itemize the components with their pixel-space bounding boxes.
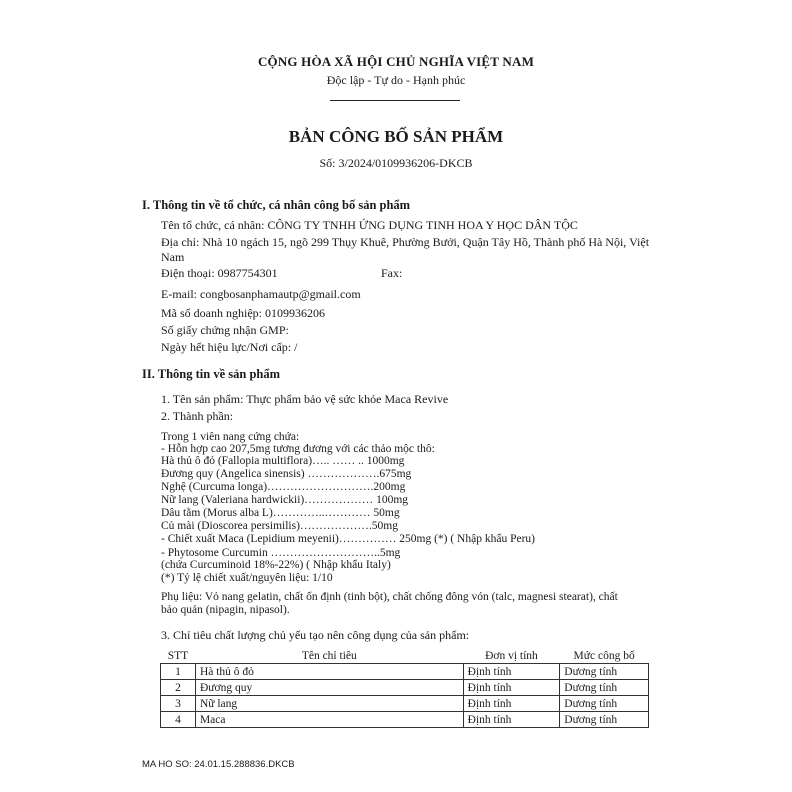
composition-line: (chứa Curcuminoid 18%-22%) ( Nhập khẩu Italy): [161, 559, 391, 571]
composition-line: - Chiết xuất Maca (Lepidium meyenii)…………… 250mg (*) ( Nhập khẩu Peru): [161, 533, 535, 545]
composition-line: Dâu tằm (Morus alba L)…………..………… 50mg: [161, 507, 400, 519]
email: E-mail: congbosanphamautp@gmail.com: [161, 287, 361, 301]
table-cell: Maca: [195, 712, 463, 728]
composition-line: Trong 1 viên nang cứng chứa:: [161, 431, 300, 443]
column-header: Mức công bố: [560, 648, 649, 664]
composition-line: - Phytosome Curcumin ………………………..5mg: [161, 547, 401, 559]
composition-line: Hà thủ ô đỏ (Fallopia multiflora)….. …… .. 1000mg: [161, 455, 405, 467]
table-cell: Dương tính: [560, 680, 649, 696]
country-header: CỘNG HÒA XÃ HỘI CHỦ NGHĨA VIỆT NAM: [257, 54, 535, 69]
record-code-footer: MA HO SO: 24.01.15.288836.DKCB: [142, 759, 295, 770]
table-cell: Định tính: [463, 664, 560, 680]
column-header: Tên chỉ tiêu: [195, 648, 463, 664]
composition-line: Đương quy (Angelica sinensis) ……………….675mg: [161, 468, 412, 480]
phone: Điện thoại: 0987754301: [161, 266, 278, 280]
table-cell: 4: [161, 712, 196, 728]
table-row: [161, 680, 649, 696]
table-cell: 3: [161, 696, 196, 712]
table-cell: Định tính: [463, 712, 560, 728]
section2-heading: II. Thông tin về sản phẩm: [142, 367, 281, 381]
table-row: [161, 664, 649, 680]
table-cell: 2: [161, 680, 196, 696]
header-divider: [330, 100, 460, 101]
section1-heading: I. Thông tin về tổ chức, cá nhân công bố sản phẩm: [142, 198, 411, 212]
table-cell: Định tính: [463, 680, 560, 696]
composition-line: Nữ lang (Valeriana hardwickii)……………… 100mg: [161, 494, 409, 506]
excipients: Phụ liệu: Vỏ nang gelatin, chất ổn định (tinh bột), chất chống đông vón (talc, magnesi stearat), chất bảo quản (nipagin, nipasol).: [161, 591, 618, 616]
business-code: Mã số doanh nghiệp: 0109936206: [161, 306, 325, 320]
column-header: STT: [161, 648, 196, 664]
table-cell: Hà thủ ô đỏ: [195, 664, 463, 680]
composition-line: Củ mài (Dioscorea persimilis)……………….50mg: [161, 520, 398, 532]
table-row: [161, 696, 649, 712]
table-cell: Dương tính: [560, 712, 649, 728]
expiry-info: Ngày hết hiệu lực/Nơi cấp: /: [161, 340, 298, 354]
quality-table: [160, 648, 649, 728]
quality-criteria-label: 3. Chỉ tiêu chất lượng chủ yếu tạo nên công dụng của sản phẩm:: [161, 628, 470, 642]
motto: Độc lập - Tự do - Hạnh phúc: [326, 73, 466, 87]
table-cell: Định tính: [463, 696, 560, 712]
product-name: 1. Tên sản phẩm: Thực phẩm bảo vệ sức khỏe Maca Revive: [161, 392, 449, 406]
composition-line: (*) Tỷ lệ chiết xuất/nguyên liệu: 1/10: [161, 572, 333, 584]
composition-line: Nghệ (Curcuma longa)……………………….200mg: [161, 481, 406, 493]
table-cell: Dương tính: [560, 664, 649, 680]
document-title: BẢN CÔNG BỐ SẢN PHẨM: [288, 127, 504, 146]
gmp-certificate: Số giấy chứng nhận GMP:: [161, 323, 289, 337]
table-header-row: [161, 648, 649, 664]
composition-line: - Hỗn hợp cao 207,5mg tương đương với các thảo mộc thô:: [161, 443, 435, 455]
document-number: Số: 3/2024/0109936206-DKCB: [319, 156, 473, 170]
table-cell: Nữ lang: [195, 696, 463, 712]
table-cell: 1: [161, 664, 196, 680]
table-row: [161, 712, 649, 728]
table-cell: Đương quy: [195, 680, 463, 696]
table-cell: Dương tính: [560, 696, 649, 712]
address: Địa chỉ: Nhà 10 ngách 15, ngõ 299 Thụy Khuê, Phường Bưởi, Quận Tây Hồ, Thành phố Hà Nội, Việt Nam: [161, 235, 650, 264]
fax: Fax:: [381, 266, 403, 280]
composition-label: 2. Thành phần:: [161, 409, 234, 423]
column-header: Đơn vị tính: [463, 648, 560, 664]
org-name: Tên tổ chức, cá nhân: CÔNG TY TNHH ỨNG DỤNG TINH HOA Y HỌC DÂN TỘC: [161, 218, 578, 232]
